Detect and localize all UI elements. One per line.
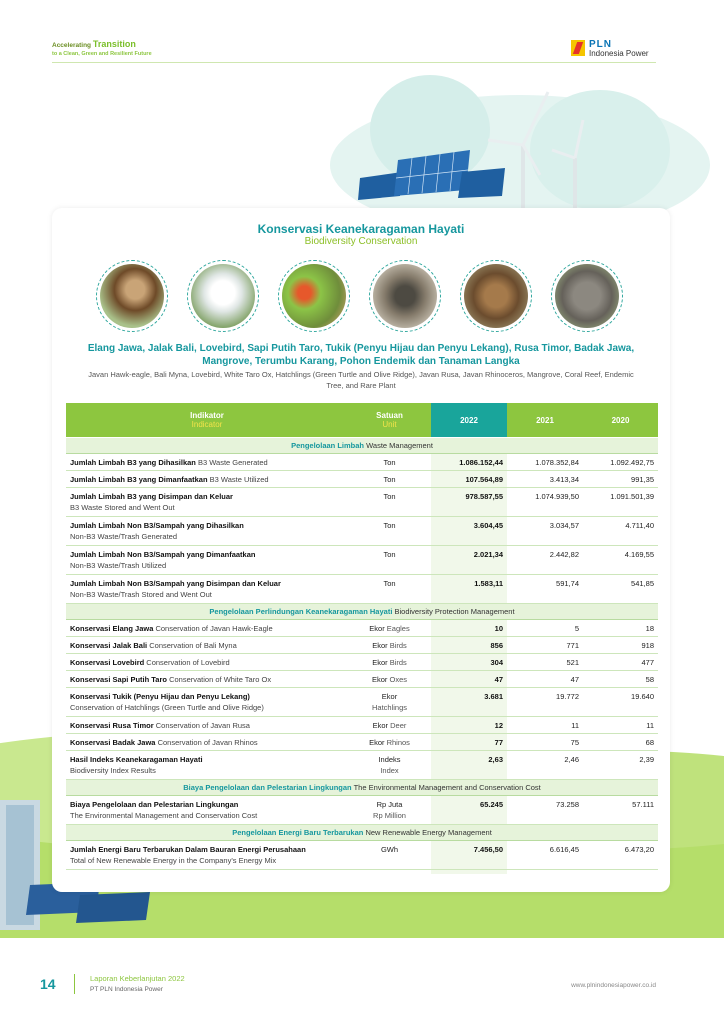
header-2021: 2021: [507, 403, 583, 437]
indicator-en: Non-B3 Waste/Trash Stored and Went Out: [70, 590, 212, 599]
table-row: [66, 454, 658, 471]
unit-cell: [348, 844, 431, 855]
section-title-en: New Renewable Energy Management: [365, 828, 492, 837]
unit-id: Ekor: [369, 624, 385, 633]
unit-en: Oxes: [389, 675, 408, 684]
table-row: [66, 671, 658, 688]
pln-logo: [571, 40, 655, 58]
indicator-cell: [70, 691, 348, 713]
table-body: [66, 438, 658, 870]
unit-en: Index: [380, 766, 399, 775]
section-title-en: The Environmental Management and Conservation Cost: [353, 783, 541, 792]
unit-id: Ton: [383, 550, 396, 559]
indicator-cell: [70, 720, 348, 731]
table-row: [66, 734, 658, 751]
header-divider: [52, 62, 656, 63]
indicator-en: Biodiversity Index Results: [70, 766, 156, 775]
tagline-sub: to a Clean, Green and Resilient Future: [52, 51, 152, 57]
header-2020: 2020: [583, 403, 658, 437]
section-subtitle: Biodiversity Conservation: [304, 236, 418, 247]
section-title-id: Pengelolaan Perlindungan Keanekaragaman Hayati: [209, 607, 393, 616]
indicator-en: B3 Waste Generated: [197, 458, 268, 467]
header-unit-label: Unit: [382, 420, 397, 429]
indicator-id: Konservasi Rusa Timor: [70, 721, 154, 730]
unit-cell: [348, 799, 431, 821]
unit-id: Ton: [383, 475, 396, 484]
value-2020: 918: [641, 641, 654, 650]
photo-rhino: [551, 260, 623, 332]
table-row: [66, 688, 658, 717]
value-2022: 7.456,50: [473, 845, 503, 854]
cloud-bg: [530, 90, 670, 210]
value-2021: 6.616,45: [549, 845, 579, 854]
lightning-icon: [571, 40, 585, 56]
indicator-cell: [70, 737, 348, 748]
table-row: [66, 620, 658, 637]
photo-deer: [460, 260, 532, 332]
unit-cell: [348, 657, 431, 668]
unit-cell: [348, 674, 431, 685]
photo-bali-myna: [187, 260, 259, 332]
value-2022: 47: [494, 675, 503, 684]
value-2022: 12: [494, 721, 503, 730]
table-row: [66, 654, 658, 671]
photo-hawk-eagle: [96, 260, 168, 332]
indicator-id: Jumlah Energi Baru Terbarukan Dalam Bauran Energi Perusahaan: [70, 845, 306, 854]
table-row: [66, 471, 658, 488]
value-2020: 57.111: [632, 800, 654, 809]
header-tagline: [52, 40, 152, 58]
unit-cell: [348, 640, 431, 651]
value-2021: 47: [570, 675, 579, 684]
header-unit: [348, 403, 431, 437]
unit-cell: [348, 691, 431, 713]
indicator-cell: [70, 457, 348, 468]
table-row: [66, 637, 658, 654]
page-number: 14: [40, 976, 56, 992]
indicator-id: Hasil Indeks Keanekaragaman Hayati: [70, 755, 203, 764]
indicator-cell: [70, 799, 348, 821]
indicator-en: Conservation of Javan Rhinos: [157, 738, 258, 747]
indicator-id: Konservasi Lovebird: [70, 658, 145, 667]
indicator-en: Conservation of Javan Hawk-Eagle: [155, 624, 273, 633]
table-row: [66, 488, 658, 517]
table-row: [66, 517, 658, 546]
header-indicator: [66, 403, 348, 437]
value-2022: 304: [490, 658, 503, 667]
section-title-en: Biodiversity Protection Management: [394, 607, 515, 616]
value-2021: 771: [566, 641, 579, 650]
indicator-en: Conservation of White Taro Ox: [169, 675, 272, 684]
indicator-cell: [70, 474, 348, 485]
table-row: [66, 796, 658, 825]
table-row: [66, 717, 658, 734]
indicator-en: Total of New Renewable Energy in the Company's Energy Mix: [70, 856, 277, 865]
indicator-id: Jumlah Limbah Non B3/Sampah yang Dimanfaatkan: [70, 550, 256, 559]
website-url: www.plnindonesiapower.co.id: [571, 982, 656, 989]
unit-cell: [348, 520, 431, 531]
unit-id: Ekor: [372, 658, 388, 667]
value-2021: 5: [574, 624, 579, 633]
value-2021: 521: [566, 658, 579, 667]
unit-id: Indeks: [378, 755, 401, 764]
unit-cell: [348, 549, 431, 560]
section-header: [66, 438, 658, 454]
photo-lovebird: [278, 260, 350, 332]
indicator-id: Jumlah Limbah Non B3/Sampah yang Dihasilkan: [70, 521, 244, 530]
species-photos: [96, 260, 626, 336]
value-2021: 3.413,34: [549, 475, 579, 484]
value-2022: 2,63: [488, 755, 503, 764]
unit-en: Rp Million: [373, 811, 406, 820]
indicator-cell: [70, 520, 348, 542]
section-title-id: Pengelolaan Energi Baru Terbarukan: [232, 828, 364, 837]
unit-cell: [348, 491, 431, 502]
tagline-prefix: Accelerating: [52, 42, 92, 49]
table-row: [66, 575, 658, 604]
unit-id: GWh: [380, 845, 399, 854]
indicator-id: Jumlah Limbah B3 yang Disimpan dan Keluar: [70, 492, 233, 501]
species-list-en: Javan Hawk-eagle, Bali Myna, Lovebird, White Taro Ox, Hatchlings (Green Turtle and Olive Ridge), Javan Rusa, Javan Rhinoceros, Mangrove, Coral Reef, Endemic Tree, and Rare Plant: [88, 370, 634, 390]
section-header: [66, 780, 658, 796]
indicator-cell: [70, 623, 348, 634]
value-2021: 19.772: [556, 692, 579, 701]
unit-id: Rp Juta: [376, 800, 403, 809]
unit-en: Birds: [389, 641, 407, 650]
indicator-en: B3 Waste Stored and Went Out: [70, 503, 175, 512]
table-row: [66, 751, 658, 780]
value-2022: 65.245: [480, 800, 503, 809]
value-2022: 77: [494, 738, 503, 747]
indicator-en: Non-B3 Waste/Trash Generated: [70, 532, 177, 541]
report-title: Laporan Keberlanjutan 2022: [90, 974, 185, 983]
unit-cell: [348, 737, 431, 748]
value-2022: 3.604,45: [473, 521, 503, 530]
indicator-en: Conservation of Hatchlings (Green Turtle and Olive Ridge): [70, 703, 264, 712]
value-2022: 3.681: [484, 692, 503, 701]
unit-id: Ekor: [372, 641, 388, 650]
tagline-main: Transition: [92, 39, 136, 49]
indicator-cell: [70, 491, 348, 513]
value-2020: 19.640: [631, 692, 654, 701]
unit-id: Ekor: [369, 738, 385, 747]
indicator-cell: [70, 549, 348, 571]
section-title-id: Biaya Pengelolaan dan Pelestarian Lingkungan: [183, 783, 352, 792]
indicator-en: Conservation of Lovebird: [146, 658, 230, 667]
header-indikator-label: Indikator: [190, 411, 224, 420]
value-2022: 1.086.152,44: [459, 458, 503, 467]
value-2022: 856: [490, 641, 503, 650]
value-2022: 2.021,34: [473, 550, 503, 559]
content-card: [52, 208, 670, 892]
unit-cell: [348, 474, 431, 485]
section-title-en: Waste Management: [366, 441, 433, 450]
section-header: [66, 825, 658, 841]
unit-id: Ekor: [371, 675, 388, 684]
company-name: PT PLN Indonesia Power: [90, 986, 163, 993]
unit-en: Hatchlings: [371, 703, 408, 712]
indicator-en: The Environmental Management and Conservation Cost: [70, 811, 258, 820]
section-title-id: Pengelolaan Limbah: [291, 441, 364, 450]
value-2021: 11: [571, 721, 579, 730]
species-list: Elang Jawa, Jalak Bali, Lovebird, Sapi Putih Taro, Tukik (Penyu Hijau dan Penyu Lekang), Rusa Timor, Badak Jawa, Mangrove, Terumbu Karang, Pohon Endemik dan Tanaman Langka: [87, 343, 635, 367]
header-satuan-label: Satuan: [376, 411, 403, 420]
value-2021: 75: [570, 738, 579, 747]
unit-id: Ekor: [381, 692, 398, 701]
table-row: [66, 841, 658, 870]
indicator-id: Jumlah Limbah B3 yang Dimanfaatkan: [70, 475, 208, 484]
value-2020: 6.473,20: [624, 845, 654, 854]
unit-en: Birds: [389, 658, 407, 667]
unit-en: Rhinos: [386, 738, 410, 747]
value-2020: 58: [645, 675, 654, 684]
footer-divider: [74, 974, 75, 994]
value-2022: 10: [494, 624, 503, 633]
value-2020: 2,39: [639, 755, 654, 764]
unit-en: Deer: [390, 721, 407, 730]
indicator-cell: [70, 640, 348, 651]
value-2021: 73.258: [556, 800, 579, 809]
value-2021: 1.078.352,84: [535, 458, 579, 467]
unit-cell: [348, 720, 431, 731]
indicator-en: B3 Waste Utilized: [209, 475, 269, 484]
value-2021: 1.074.939,50: [535, 492, 579, 501]
indicator-cell: [70, 578, 348, 600]
indicator-en: Non-B3 Waste/Trash Utilized: [70, 561, 167, 570]
value-2020: 991,35: [631, 475, 654, 484]
header-indicator-label: Indicator: [191, 420, 223, 429]
value-2020: 541,85: [631, 579, 654, 588]
section-header: [66, 604, 658, 620]
header-2022: 2022: [431, 403, 507, 437]
table-row: [66, 546, 658, 575]
value-2022: 978.587,55: [465, 492, 503, 501]
logo-text: PLN: [589, 39, 612, 50]
indicator-en: Conservation of Bali Myna: [149, 641, 237, 650]
value-2020: 4.711,40: [625, 521, 654, 530]
unit-id: Ekor: [372, 721, 389, 730]
value-2021: 2.442,82: [549, 550, 579, 559]
unit-en: Eagles: [386, 624, 410, 633]
value-2022: 107.564,89: [465, 475, 503, 484]
value-2021: 3.034,57: [549, 521, 579, 530]
unit-cell: [348, 623, 431, 634]
value-2020: 477: [641, 658, 654, 667]
unit-id: Ton: [383, 458, 396, 467]
value-2020: 68: [645, 738, 654, 747]
indicator-cell: [70, 844, 348, 866]
unit-cell: [348, 754, 431, 776]
unit-id: Ton: [383, 521, 396, 530]
indicator-cell: [70, 754, 348, 776]
value-2020: 1.091.501,39: [610, 492, 654, 501]
logo-sub: Indonesia Power: [589, 49, 649, 58]
unit-cell: [348, 457, 431, 468]
indicator-id: Konservasi Jalak Bali: [70, 641, 148, 650]
value-2020: 4.169,55: [624, 550, 654, 559]
unit-cell: [348, 578, 431, 589]
unit-id: Ton: [383, 579, 396, 588]
unit-id: Ton: [383, 492, 396, 501]
indicator-id: Konservasi Sapi Putih Taro: [70, 675, 167, 684]
value-2020: 1.092.492,75: [610, 458, 654, 467]
indicator-cell: [70, 674, 348, 685]
value-2021: 2,46: [564, 755, 579, 764]
value-2022: 1.583,11: [474, 579, 503, 588]
value-2021: 591,74: [556, 579, 579, 588]
value-2020: 11: [646, 721, 654, 730]
section-title: Konservasi Keanekaragaman Hayati: [257, 222, 465, 236]
indicator-en: Conservation of Javan Rusa: [155, 721, 250, 730]
indicator-cell: [70, 657, 348, 668]
indicator-id: Konservasi Badak Jawa: [70, 738, 156, 747]
indicator-id: Biaya Pengelolaan dan Pelestarian Lingkungan: [70, 800, 239, 809]
value-2020: 18: [645, 624, 654, 633]
indicator-id: Konservasi Tukik (Penyu Hijau dan Penyu Lekang): [70, 692, 250, 701]
indicator-id: Jumlah Limbah B3 yang Dihasilkan: [70, 458, 196, 467]
indicator-id: Jumlah Limbah Non B3/Sampah yang Disimpan dan Keluar: [70, 579, 281, 588]
indicator-id: Konservasi Elang Jawa: [70, 624, 154, 633]
photo-turtle: [369, 260, 441, 332]
